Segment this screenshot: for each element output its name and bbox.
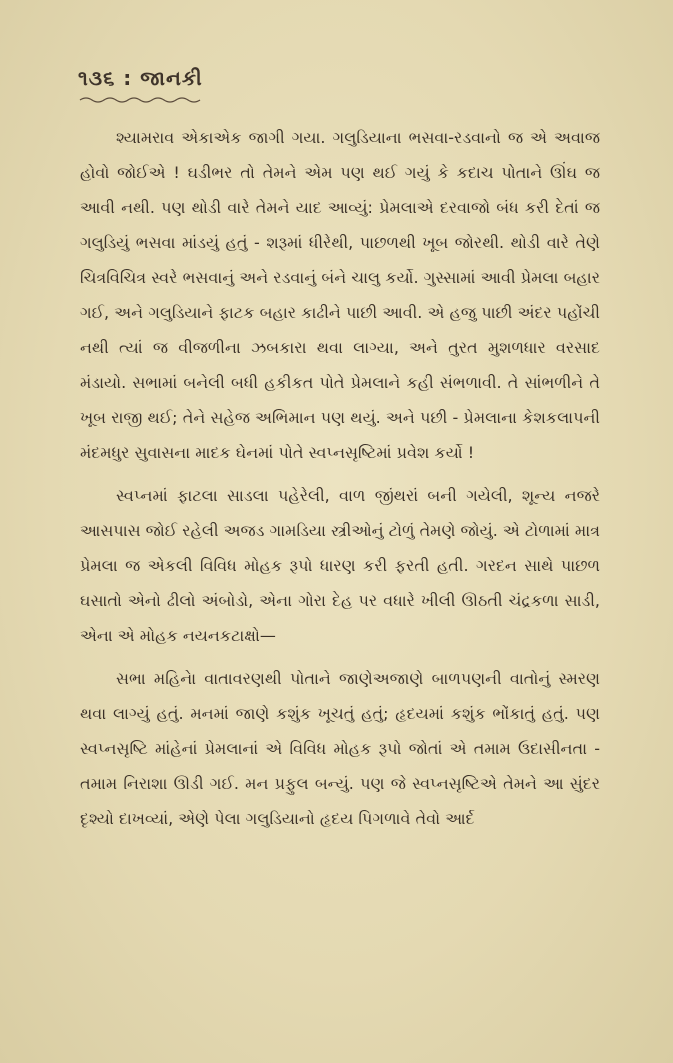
header-underline xyxy=(78,96,208,104)
paragraph: સ્વપ્નમાં ફાટલા સાડલા પહેરેલી, વાળ જીંથરાં બની ગયેલી, શૂન્ય નજરે આસપાસ જોઈ રહેલી અજડ ગામડિયા સ્ત્રીઓનું ટોળું તેમણે જોયું. એ ટોળામાં માત્ર પ્રેમલા જ એકલી વિવિધ મોહક રૂપો ધારણ કરી ફરતી હતી. ગરદન સાથે પાછળ ઘસાતો એનો ઢીલો અંબોડો, એના ગોરા દેહ પર વધારે ખીલી ઊઠતી ચંદ્રકળા સાડી, એના એ મોહક નયનકટાક્ષો— xyxy=(80,486,600,645)
book-title: જાનકી xyxy=(140,66,203,90)
body-text xyxy=(80,120,600,844)
header-separator: : xyxy=(123,66,133,90)
page-number: ૧૩૬ xyxy=(78,66,116,90)
running-header xyxy=(78,66,203,90)
paragraph: સભા મહિનેા વાતાવરણથી પોતાને જાણેઅજાણે બાળપણની વાતોનું સ્મરણ થવા લાગ્યું હતું. મનમાં જાણે કશુંક ખૂચતું હતું; હૃદયમાં કશુંક ભોંકાતું હતું. પણ સ્વપ્નસૃષ્ટિ માંહેનાં પ્રેમલાનાં એ વિવિધ મોહક રૂપો જોતાં એ તમામ ઉદાસીનતા - તમામ નિરાશા ઊડી ગઈ. મન પ્રફુલ બન્યું. પણ જે સ્વપ્નસૃષ્ટિએ તેમને આ સુંદર દૃશ્યો દાખવ્યાં, એણે પેલા ગલુડિયાનો હૃદય પિગળાવે તેવો આર્દ xyxy=(80,669,600,828)
paragraph: શ્યામરાવ એકાએક જાગી ગયા. ગલુડિયાના ભસવા-રડવાનો જ એ અવાજ હોવો જોઈએ ! ઘડીભર તો તેમને એમ પણ થઈ ગયું કે કદાચ પોતાને ઊંઘ જ આવી નથી. પણ થોડી વારે તેમને યાદ આવ્યું: પ્રેમલાએ દરવાજો બંધ કરી દેતાં જ ગલુડિયું ભસવા માંડયું હતું - શરૂમાં ધીરેથી, પાછળથી ખૂબ જોરથી. થોડી વારે તેણે ચિત્રવિચિત્ર સ્વરે ભસવાનું અને રડવાનું બંને ચાલુ કર્યો. ગુસ્સામાં આવી પ્રેમલા બહાર ગઈ, અને ગલુડિયાને ફાટક બહાર કાઢીને પાછી આવી. એ હજુ પાછી અંદર પહોંચી નથી ત્યાં જ વીજળીના ઝબકારા થવા લાગ્યા, અને તુરત મુશળધાર વરસાદ મંડાયો. સભામાં બનેલી બધી હકીકત પોતે પ્રેમલાને કહી સંભળાવી. તે સાંભળીને તે ખૂબ રાજી થઈ; તેને સહેજ અભિમાન પણ થયું. અને પછી - પ્રેમલાના કેશકલાપની મંદમધુર સુવાસના માદક ઘેનમાં પોતે સ્વપ્નસૃષ્ટિમાં પ્રવેશ કર્યો ! xyxy=(80,128,600,462)
